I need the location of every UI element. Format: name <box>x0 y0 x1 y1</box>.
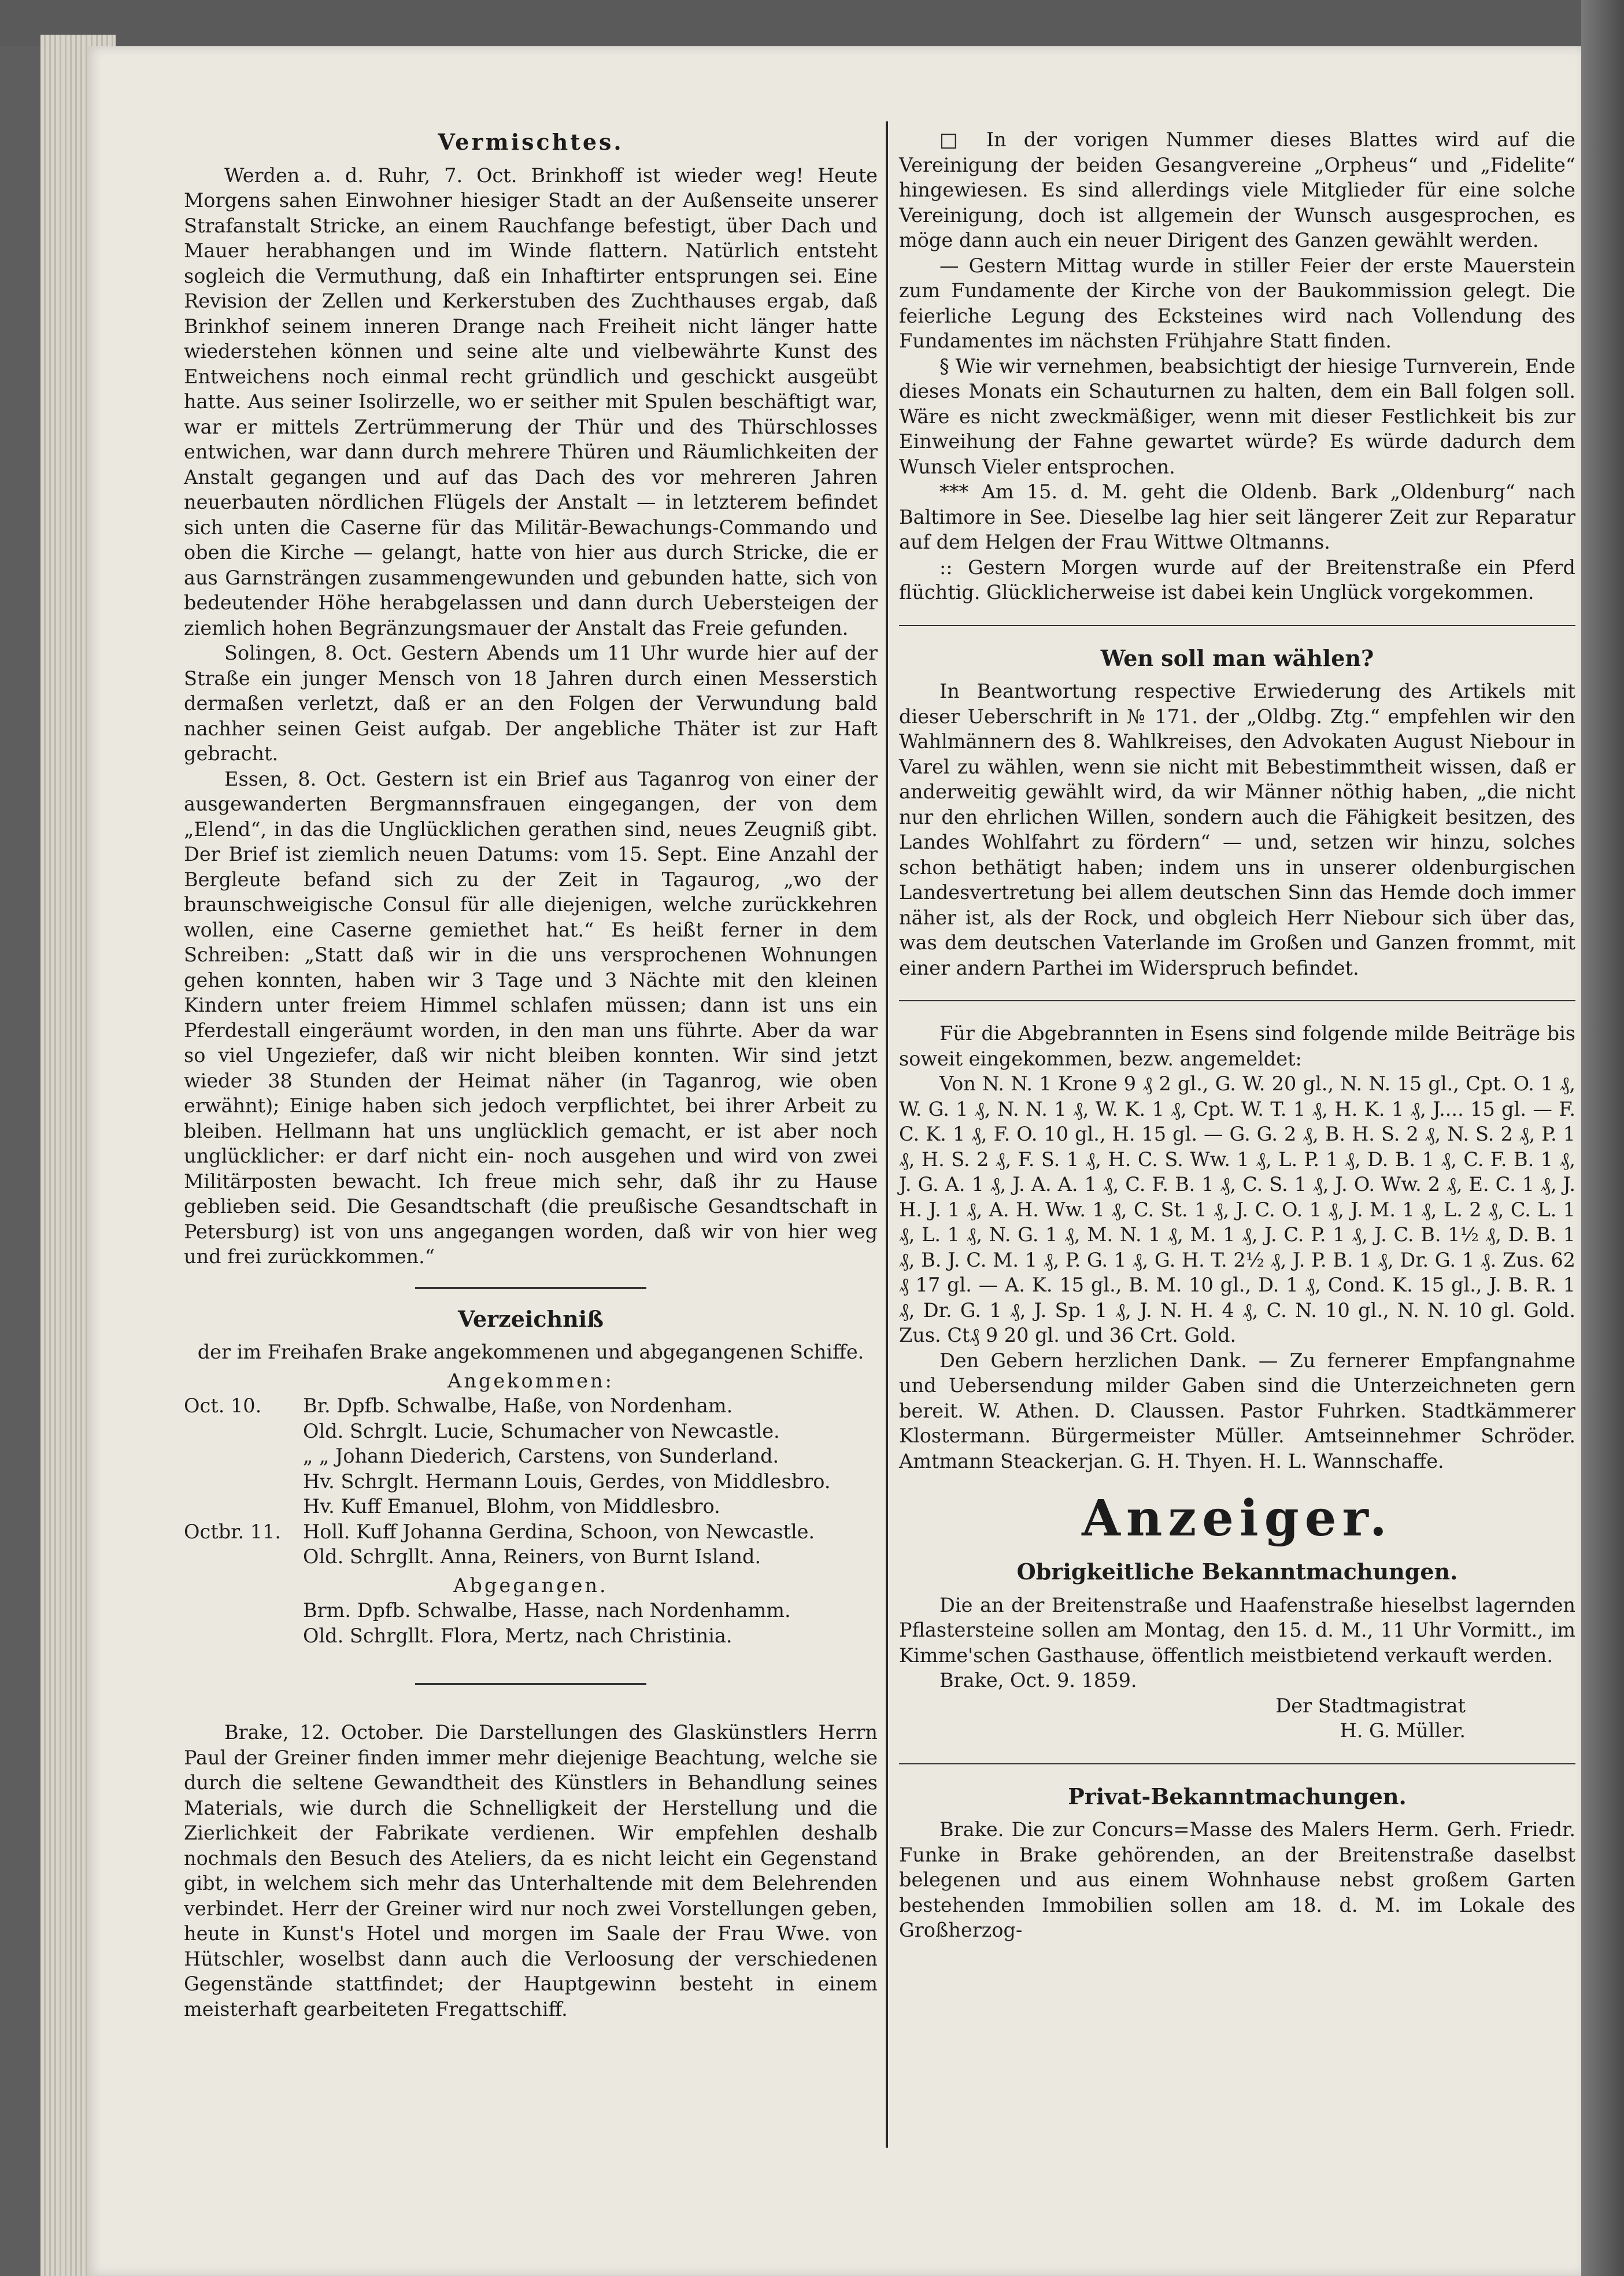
local-news-item: *** Am 15. d. M. geht die Oldenb. Bark „Oldenburg“ nach Baltimore in See. Dieselbe lag hier seit längerer Zeit zur Reparatur auf dem Helgen der Frau Wittwe Oltmanns. <box>899 480 1575 553</box>
ship-date <box>184 1444 299 1469</box>
official-notice: Die an der Breitenstraße und Haafenstraße hieselbst lagernden Pflastersteine sollen am Montag, den 15. d. M., 11 Uhr Vormitt., im Kimme'schen Gasthause, öffentlich meistbietend verkauft werden. <box>899 1593 1575 1667</box>
left-column <box>184 127 878 2022</box>
separator-rule <box>899 1000 1575 1001</box>
section-heading-vermischtes: Vermischtes. <box>438 129 624 155</box>
ship-date <box>184 1494 299 1519</box>
ship-entry <box>184 1544 878 1570</box>
ship-list-subtitle: der im Freihafen Brake angekommenen und abgegangenen Schiffe. <box>197 1341 864 1363</box>
esens-donations: Von N. N. 1 Krone 9 ₰ 2 gl., G. W. 20 gl., N. N. 15 gl., Cpt. O. 1 ₰, W. G. 1 ₰, N. N. 1 ₰, W. K. 1 ₰, Cpt. W. T. 1 ₰, H. K. 1 ₰, J.... 15 gl. — F. C. K. 1 ₰, F. O. 10 gl., H. 15 gl. — G. G. 2 ₰, B. H. S. 2 ₰, N. S. 2 ₰, P. 1 ₰, H. S. 2 ₰, F. S. 1 ₰, H. C. S. Ww. 1 ₰, L. P. 1 ₰, D. B. 1 ₰, C. F. B. 1 ₰, J. G. A. 1 ₰, J. A. A. 1 ₰, C. F. B. 1 ₰, C. S. 1 ₰, J. O. Ww. 2 ₰, E. C. 1 ₰, J. H. J. 1 ₰, A. H. Ww. 1 ₰, C. St. 1 ₰, J. C. O. 1 ₰, J. M. 1 ₰, L. 2 ₰, C. L. 1 ₰, L. 1 ₰, N. G. 1 ₰, M. N. 1 ₰, M. 1 ₰, J. C. P. 1 ₰, J. C. B. 1½ ₰, D. B. 1 ₰, B. J. C. M. 1 ₰, P. G. 1 ₰, G. H. T. 2½ ₰, J. P. B. 1 ₰, Dr. G. 1 ₰. Zus. 62 ₰ 17 gl. — A. K. 15 gl., B. M. 10 gl., D. 1 ₰, Cond. K. 15 gl., J. B. R. 1 ₰, Dr. G. 1 ₰, J. Sp. 1 ₰, J. N. H. 4 ₰, C. N. 10 gl., N. N. 10 gl. Gold. Zus. Ct₰ 9 20 gl. und 36 Crt. Gold. <box>899 1072 1575 1346</box>
article-essen: Essen, 8. Oct. Gestern ist ein Brief aus Taganrog von einer der ausgewanderten Bergmannsfrauen eingegangen, der von dem „Elend“, in das die Unglücklichen gerathen sind, neues Zeugniß gibt. Der Brief ist ziemlich neuen Datums: vom 15. Sept. Eine Anzahl der Bergleute befand sich zu der Zeit in Tagaurog, „wo der braunschweigische Consul für alle diejenigen, welche zurückkehren wollen, eine Caserne gemiethet hat.“ Es heißt ferner in dem Schreiben: „Statt daß wir in die uns versprochenen Wohnungen gehen konnten, haben wir 3 Tage und 3 Nächte mit den kleinen Kindern unter freiem Himmel schlafen müssen; dann ist uns ein Pferdestall eingeräumt worden, in den man uns führte. Aber da war so viel Ungeziefer, daß wir nicht bleiben konnten. Wir sind jetzt wieder 38 Stunden der Heimat näher (in Taganrog, wie oben erwähnt); Einige haben sich jedoch verpflichtet, bei ihrer Arbeit zu bleiben. Hellmann hat uns unglücklich gemacht, er ist aber noch unglücklicher: er darf nicht ein- noch ausgehen und wird von zwei Militärposten bewacht. Ich freue mich sehr, daß ihr zu Hause geblieben seid. Die Gesandtschaft (die preußische Gesandtschaft in Petersburg) ist von uns angegangen worden, daß wir von hier weg und frei zurückkommen.“ <box>184 767 878 1268</box>
ship-entry <box>184 1598 878 1623</box>
article-werden: Werden a. d. Ruhr, 7. Oct. Brinkhoff ist wieder weg! Heute Morgens sahen Einwohner hiesiger Stadt an der Außenseite unserer Strafanstalt Stricke, an einem Rauchfange befestigt, über Dach und Mauer herabhangen und im Winde flattern. Natürlich entsteht sogleich die Vermuthung, daß ein Inhaftirter entsprungen sei. Eine Revision der Zellen und Kerkerstuben des Zuchthauses ergab, daß Brinkhof seinem inneren Drange nach Freiheit nicht länger hatte wiederstehen können und seine alte und vielbewährte Kunst des Entweichens noch einmal recht gründlich und geschickt ausgeübt hatte. Aus seiner Isolirzelle, wo er seither mit Spulen beschäftigt war, war er mittels Zertrümmerung der Thür und des Thürschlosses entwichen, war dann durch mehrere Thüren und Räumlichkeiten der Anstalt gegangen und auf das Dach des vor mehreren Jahren neuerbauten nördlichen Flügels der Anstalt — in letzterem befindet sich unten die Caserne für das Militär-Bewachungs-Commando und oben die Kirche — gelangt, hatte von hier aus durch Stricke, die er aus Garnsträngen zusammengewunden und gebunden hatte, sich von bedeutender Höhe herabgelassen und dann durch Uebersteigen der ziemlich hohen Begränzungsmauer der Anstalt das Freie gefunden. <box>184 164 878 639</box>
official-notice-signer: Der Stadtmagistrat <box>1275 1694 1466 1717</box>
official-notices-title: Obrigkeitliche Bekanntmachungen. <box>1016 1559 1458 1585</box>
ship-text: Hv. Schrglt. Hermann Louis, Gerdes, von Middlesbro. <box>303 1470 831 1493</box>
article-wahl: In Beantwortung respective Erwiederung des Artikels mit dieser Ueberschrift in № 171. der „Oldbg. Ztg.“ empfehlen wir den Wahlmännern des 8. Wahlkreises, den Advokaten August Niebour in Varel zu wählen, wenn sie nicht mit Bebestimmtheit wissen, daß er anderweitig gewählt wird, da wir Männer nöthig haben, „die nicht nur den ehrlichen Willen, sondern auch die Fähigkeit besitzen, des Landes Wohlfahrt zu fördern“ — und, setzen wir hinzu, solches schon bethätigt haben; indem uns in unserer oldenburgischen Landesvertretung bei allem deutschen Sinn das Hemde doch immer näher ist, als der Rock, und obgleich Herr Niebour sich über das, was dem deutschen Vaterlande im Großen und Ganzen frommt, mit einer andern Parthei im Widerspruch befindet. <box>899 680 1575 979</box>
scanner-right-margin <box>1581 0 1624 2276</box>
ship-entry <box>184 1444 878 1469</box>
official-notice-place-date: Brake, Oct. 9. 1859. <box>939 1669 1137 1692</box>
ship-entry <box>184 1519 878 1545</box>
separator-rule <box>899 1763 1575 1764</box>
official-notice-signer-name: H. G. Müller. <box>1340 1719 1466 1742</box>
ship-text: Holl. Kuff Johanna Gerdina, Schoon, von Newcastle. <box>303 1520 815 1543</box>
right-column <box>899 127 1575 1943</box>
departed-label: Abgegangen. <box>453 1574 608 1597</box>
ship-date <box>184 1419 299 1444</box>
ship-text: Old. Schrglt. Lucie, Schumacher von Newcastle. <box>303 1419 780 1442</box>
ship-date: Octbr. 11. <box>184 1520 282 1543</box>
article-solingen: Solingen, 8. Oct. Gestern Abends um 11 Uhr wurde hier auf der Straße ein junger Mensch von 18 Jahren durch einen Messerstich dermaßen verletzt, daß er an den Folgen der Verwundung bald nachher seinen Geist aufgab. Der angebliche Thäter ist zur Haft gebracht. <box>184 642 878 765</box>
arrived-label: Angekommen: <box>447 1369 614 1392</box>
separator-rule <box>415 1683 646 1685</box>
article-brake-glass-artist: Brake, 12. October. Die Darstellungen des Glaskünstlers Herrn Paul der Greiner finden immer mehr diejenige Beachtung, welche sie durch die seltene Gewandtheit des Künstlers in Behandlung seines Materials, wie durch die Schnelligkeit der Herstellung und die Zierlichkeit der Fabrikate verdienen. Wir empfehlen deshalb nochmals den Besuch des Ateliers, da es nicht leicht ein Gegenstand gibt, in welchem sich mehr das Unterhaltende mit dem Belehrenden verbindet. Herr der Greiner wird nur noch zwei Vorstellungen geben, heute in Kunst's Hotel und morgen im Saale der Frau Wwe. von Hütschler, woselbst dann auch die Verloosung der verschiedenen Gegenstände stattfindet; der Hauptgewinn besteht in einem meisterhaft gearbeiteten Fregattschiff. <box>184 1721 878 2020</box>
ship-entry <box>184 1419 878 1444</box>
article-title-wahl: Wen soll man wählen? <box>1100 645 1374 671</box>
ship-date: Oct. 10. <box>184 1394 262 1417</box>
ship-text: Hv. Kuff Emanuel, Blohm, von Middlesbro. <box>303 1495 720 1518</box>
local-news-item: □ In der vorigen Nummer dieses Blattes wird auf die Vereinigung der beiden Gesangvereine „Orpheus“ und „Fidelite“ hingewiesen. Es sind allerdings viele Mitglieder für eine solche Vereinigung, doch ist allgemein der Wunsch ausgesprochen, es möge dann auch ein neuer Dirigent des Ganzen gewählt werden. <box>899 128 1575 251</box>
ship-date <box>184 1598 299 1623</box>
separator-rule <box>415 1287 646 1289</box>
ship-entry <box>184 1494 878 1519</box>
column-divider <box>886 121 888 2148</box>
ship-entry <box>184 1469 878 1494</box>
ship-date <box>184 1544 299 1570</box>
ship-text: Br. Dpfb. Schwalbe, Haße, von Nordenham. <box>303 1394 733 1417</box>
local-news-item: — Gestern Mittag wurde in stiller Feier der erste Mauerstein zum Fundamente der Kirche von der Baukommission gelegt. Die feierliche Legung des Ecksteines wird nach Vollendung des Fundamentes im nächsten Frühjahre Statt finden. <box>899 254 1575 352</box>
ship-date <box>184 1623 299 1649</box>
ship-entry <box>184 1623 878 1649</box>
ship-text: „ „ Johann Diederich, Carstens, von Sunderland. <box>303 1445 779 1467</box>
ship-text: Old. Schrgllt. Flora, Mertz, nach Christinia. <box>303 1624 733 1647</box>
esens-thanks: Den Gebern herzlichen Dank. — Zu fernerer Empfangnahme und Uebersendung milder Gaben sind die Unterzeichneten gern bereit. W. Athen. D. Claussen. Pastor Fuhrken. Stadtkämmerer Klostermann. Bürgermeister Müller. Amtseinnehmer Schröder. Amtmann Steackerjan. G. H. Thyen. H. L. Wannschaffe. <box>899 1349 1575 1472</box>
ship-text: Old. Schrgllt. Anna, Reiners, von Burnt Island. <box>303 1545 761 1568</box>
local-news-item: :: Gestern Morgen wurde auf der Breitenstraße ein Pferd flüchtig. Glücklicherweise ist dabei kein Unglück vorgekommen. <box>899 556 1575 604</box>
anzeiger-title: Anzeiger. <box>1082 1489 1393 1548</box>
local-news-item: § Wie wir vernehmen, beabsichtigt der hiesige Turnverein, Ende dieses Monats ein Schauturnen zu halten, dem ein Ball folgen soll. Wäre es nicht zweckmäßiger, wenn mit dieser Festlichkeit bis zur Einweihung der Fahne gewartet würde? Es würde dadurch dem Wunsch Vieler entsprochen. <box>899 354 1575 478</box>
scanner-top-margin <box>0 0 1624 46</box>
separator-rule <box>899 625 1575 626</box>
ship-entry <box>184 1393 878 1419</box>
ship-list-title: Verzeichniß <box>457 1305 604 1332</box>
private-notices-title: Privat-Bekanntmachungen. <box>1068 1783 1407 1809</box>
esens-intro: Für die Abgebrannten in Esens sind folgende milde Beiträge bis soweit eingekommen, bezw. angemeldet: <box>899 1022 1575 1070</box>
ship-date <box>184 1469 299 1494</box>
private-notice: Brake. Die zur Concurs=Masse des Malers Herm. Gerh. Friedr. Funke in Brake gehörenden, an der Breitenstraße daselbst belegenen und aus einem Wohnhause nebst großem Garten bestehenden Immobilien sollen am 18. d. M. im Lokale des Großherzog- <box>899 1818 1575 1941</box>
ship-text: Brm. Dpfb. Schwalbe, Hasse, nach Nordenhamm. <box>303 1599 791 1622</box>
